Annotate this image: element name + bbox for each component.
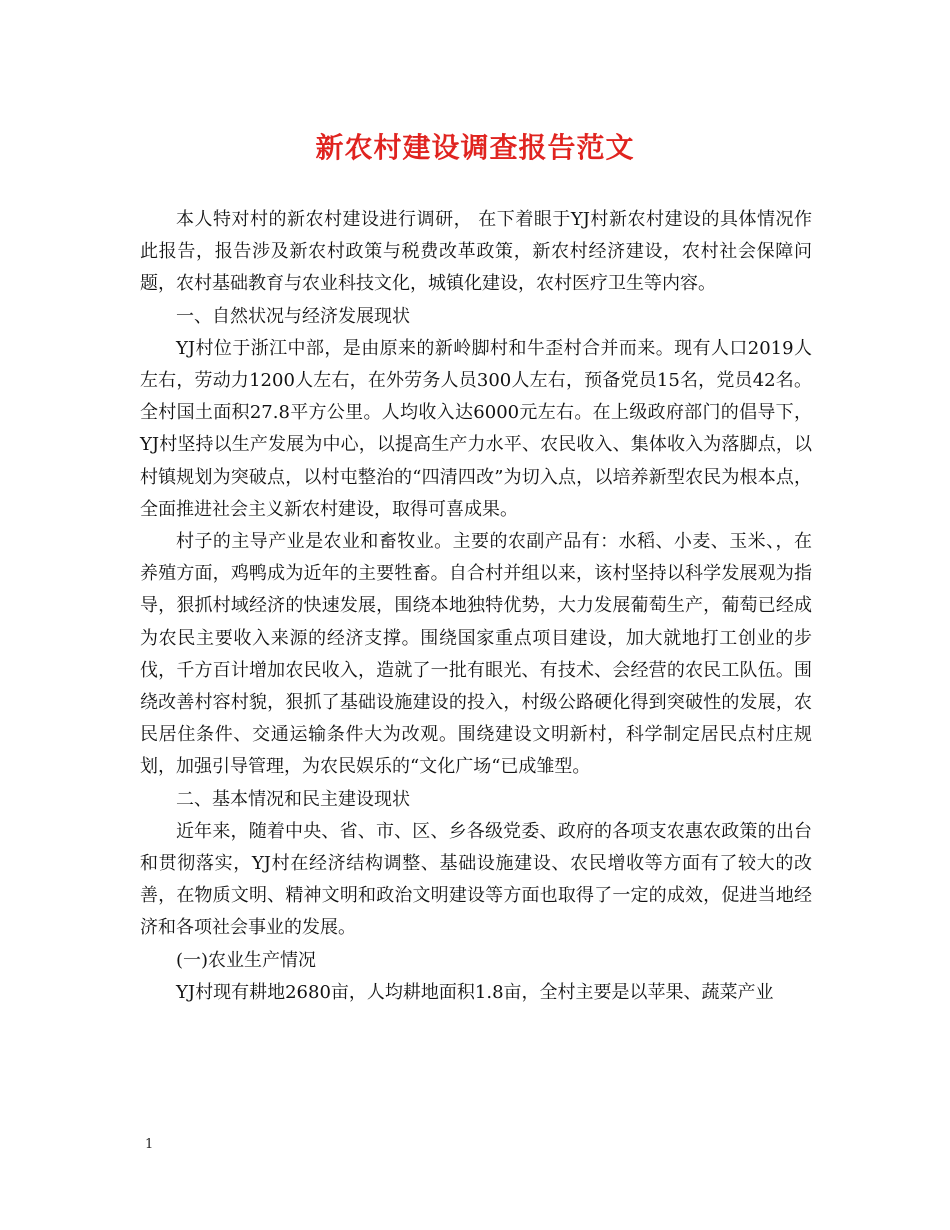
paragraph-industry: 村子的主导产业是农业和畜牧业。主要的农副产品有：水稻、小麦、玉米、，在养殖方面，鸡鸭成为近年的主要牲畜。自合村并组以来，该村坚持以科学发展观为指导，狠抓村域经济的快速发展，围绕本地独特优势，大力发展葡萄生产，葡萄已经成为农民主要收入来源的经济支撑。围绕国家重点项目建设，加大就地打工创业的步伐，千方百计增加农民收入，造就了一批有眼光、有技术、会经营的农民工队伍。围绕改善村容村貌，狠抓了基础设施建设的投入，村级公路硬化得到突破性的发展，农民居住条件、交通运输条件大为改观。围绕建设文明新村，科学制定居民点村庄规划，加强引导管理，为农民娱乐的“文化广场“已成雏型。 <box>140 531 812 778</box>
section-heading-natural-economic: 一、自然状况与经济发展现状 <box>176 305 410 327</box>
paragraph-village-overview: YJ村位于浙江中部，是由原来的新岭脚村和牛歪村合并而来。现有人口2019人左右，劳动力1200人左右，在外劳务人员300人左右，预备党员15名，党员42名。全村国土面积27.8平方公里。人均收入达6000元左右。在上级政府部门的倡导下，YJ村坚持以生产发展为中心，以提高生产力水平、农民收入、集体收入为落脚点，以村镇规划为突破点，以村屯整治的“四清四改”为切入点，以培养新型农民为根本点，全面推进社会主义新农村建设，取得可喜成果。 <box>140 337 812 520</box>
page-number: 1 <box>145 1137 154 1152</box>
document-body <box>140 204 812 1009</box>
paragraph-recent-years: 近年来，随着中央、省、市、区、乡各级党委、政府的各项支农惠农政策的出台和贯彻落实，YJ村在经济结构调整、基础设施建设、农民增收等方面有了较大的改善，在物质文明、精神文明和政治文明建设等方面也取得了一定的成效，促进当地经济和各项社会事业的发展。 <box>140 820 812 939</box>
section-heading-basic-democracy: 二、基本情况和民主建设现状 <box>176 788 410 810</box>
paragraph-intro: 本人特对村的新农村建设进行调研， 在下着眼于YJ村新农村建设的具体情况作此报告，报告涉及新农村政策与税费改革政策，新农村经济建设，农村社会保障问题，农村基础教育与农业科技文化，城镇化建设，农村医疗卫生等内容。 <box>140 209 812 295</box>
document-title: 新农村建设调查报告范文 <box>315 131 635 164</box>
subsection-heading-agriculture: (一)农业生产情况 <box>176 949 317 971</box>
paragraph-farmland: YJ村现有耕地2680亩，人均耕地面积1.8亩，全村主要是以苹果、蔬菜产业 <box>176 981 774 1003</box>
